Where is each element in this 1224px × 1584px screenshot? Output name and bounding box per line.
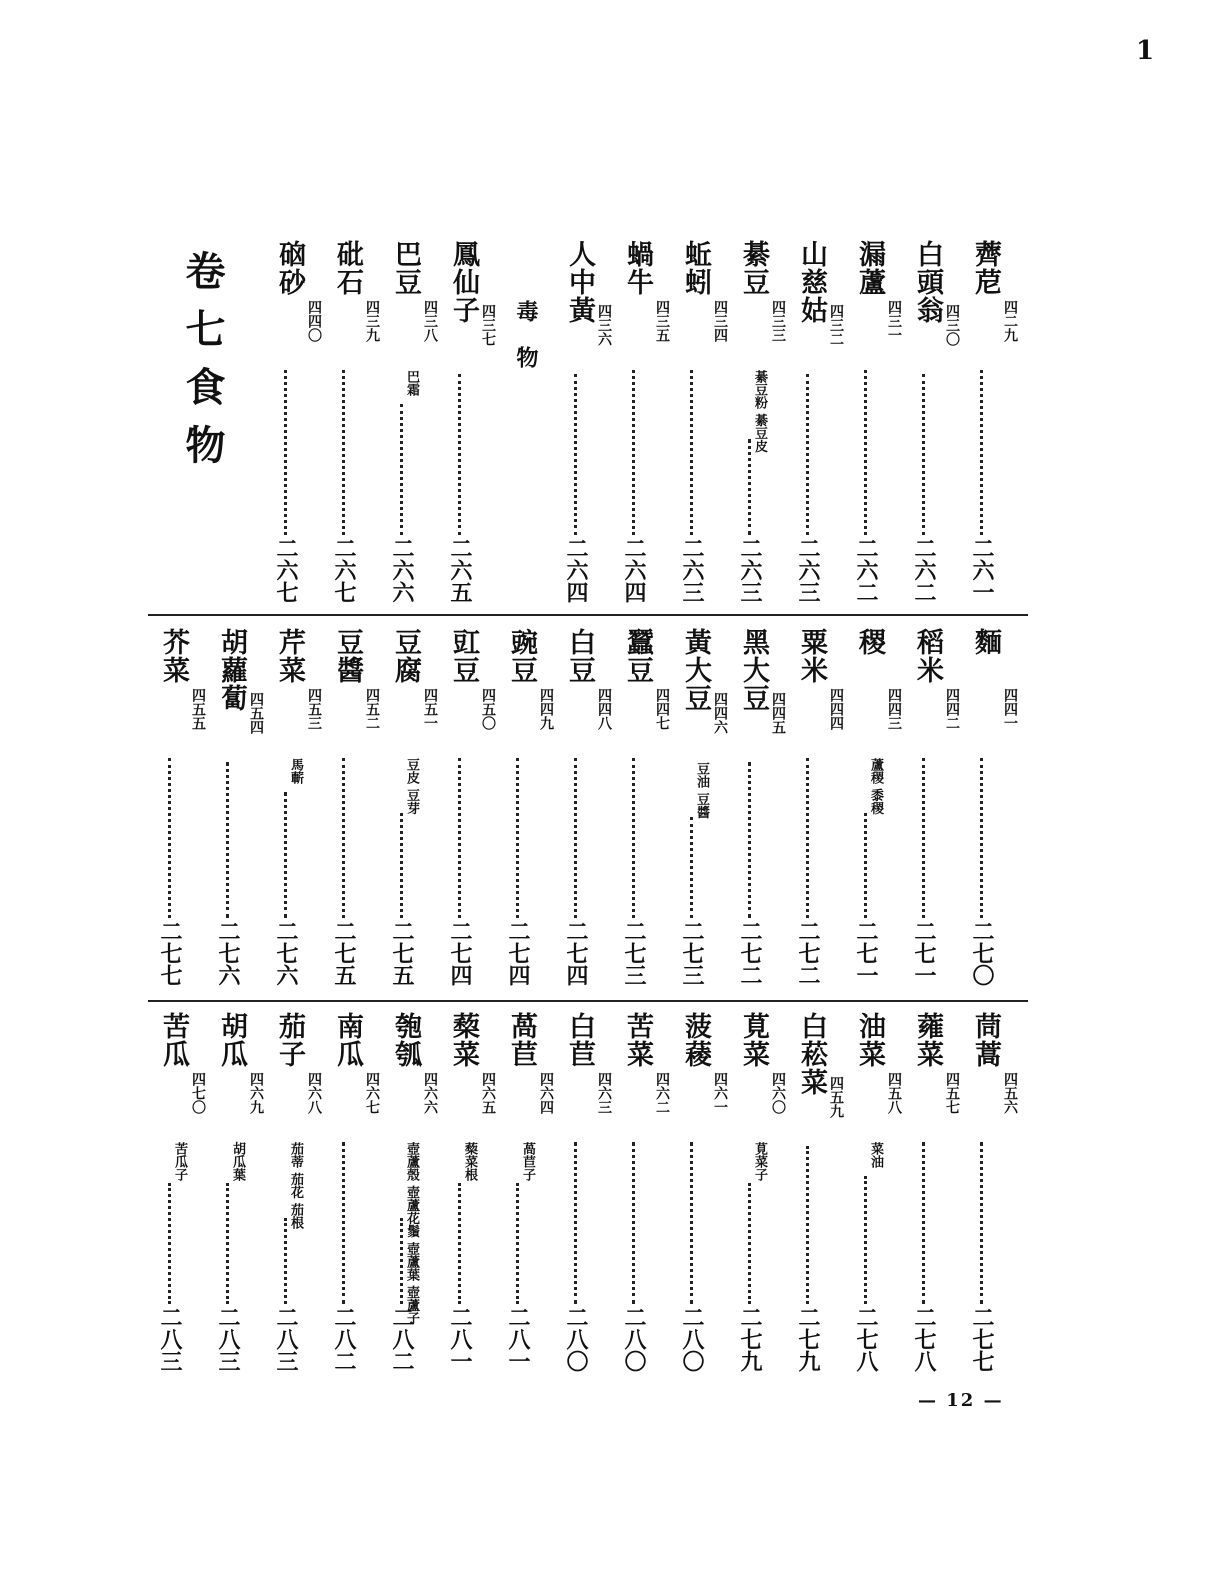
entry-name: 白豆 [564, 628, 595, 684]
index-entry [390, 1012, 442, 1374]
entry-note: 胡瓜葉 [230, 1142, 245, 1181]
entry-number: 四六〇 [770, 1072, 786, 1114]
entry-note: 壺蘆殼 壺蘆花鬚 壺蘆葉 壺蘆子 [404, 1142, 419, 1325]
entry-note: 茄蒂 茄花 茄根 [288, 1142, 303, 1230]
entry-page: 二八〇 [563, 1306, 589, 1372]
index-entry [622, 628, 674, 988]
leader-dots [806, 374, 813, 535]
entry-name: 茄子 [274, 1012, 305, 1068]
entry-number: 四三三 [770, 300, 786, 342]
entry-number: 四三九 [364, 300, 380, 342]
leader-dots [922, 1142, 929, 1304]
leader-dots [632, 758, 639, 918]
entry-page: 二七四 [563, 920, 589, 986]
entry-name: 胡瓜 [216, 1012, 247, 1068]
index-entry [506, 628, 558, 988]
entry-name: 胡蘿蔔 [216, 628, 247, 712]
index-entry [274, 240, 326, 605]
entry-number: 四四三 [886, 688, 902, 730]
leader-dots [864, 370, 871, 535]
entry-note: 綦豆粉 綦豆皮 [752, 370, 767, 453]
entry-name: 白菘菜 [796, 1012, 827, 1096]
leader-dots [574, 374, 581, 535]
entry-name: 苦瓜 [158, 1012, 189, 1068]
leader-dots [226, 1183, 233, 1304]
entry-name: 豆醬 [332, 628, 363, 684]
entry-page: 二六三 [679, 537, 705, 603]
entry-page: 二七九 [737, 1306, 763, 1372]
entry-page: 二六四 [563, 537, 589, 603]
section-heading [506, 240, 558, 605]
entry-number: 四三五 [654, 300, 670, 342]
entry-page: 二六七 [331, 537, 357, 603]
entry-name: 白苣 [564, 1012, 595, 1068]
entry-number: 四六四 [538, 1072, 554, 1114]
index-entry [448, 628, 500, 988]
index-entry [390, 628, 442, 988]
leader-dots [806, 758, 813, 918]
entry-name: 毒物 [513, 300, 539, 392]
entry-note: 莧菜子 [752, 1142, 767, 1181]
entry-name: 鳳仙子 [448, 240, 479, 324]
entry-number: 四五九 [828, 1076, 844, 1118]
entry-name: 菠薐 [680, 1012, 711, 1068]
index-entry [738, 628, 790, 988]
index-row-3 [140, 1012, 1040, 1374]
entry-page: 二七〇 [969, 920, 995, 986]
entry-page: 二七七 [157, 920, 183, 986]
leader-dots [748, 439, 755, 535]
index-entry [390, 240, 442, 605]
leader-dots [226, 762, 233, 918]
leader-dots [516, 758, 523, 918]
index-entry [158, 628, 210, 988]
leader-dots [168, 1183, 175, 1304]
index-entry [970, 628, 1022, 988]
entry-page: 二六六 [389, 537, 415, 603]
entry-number: 四五一 [422, 688, 438, 730]
index-entry [564, 628, 616, 988]
entry-page: 二六一 [969, 537, 995, 603]
entry-number: 四六七 [364, 1072, 380, 1114]
entry-name: 薺苨 [970, 240, 1001, 296]
entry-number: 四五三 [306, 688, 322, 730]
entry-number: 四五六 [1002, 1072, 1018, 1114]
leader-dots [342, 1142, 349, 1304]
index-entry [506, 1012, 558, 1374]
index-entry [622, 1012, 674, 1374]
entry-number: 四四八 [596, 688, 612, 730]
entry-number: 四四五 [770, 692, 786, 734]
leader-dots [922, 374, 929, 535]
entry-page: 二八三 [157, 1306, 183, 1372]
entry-name: 蝸牛 [622, 240, 653, 296]
index-entry [274, 628, 326, 988]
index-entry [448, 240, 500, 605]
entry-number: 四六九 [248, 1072, 264, 1114]
entry-page: 二七二 [795, 920, 821, 986]
entry-name: 砒石 [332, 240, 363, 296]
entry-name: 蔾菜 [448, 1012, 479, 1068]
entry-number: 四三六 [596, 304, 612, 346]
leader-dots [284, 1218, 291, 1304]
page-mark: 1 [1136, 36, 1155, 66]
leader-dots [458, 758, 465, 918]
leader-dots [980, 758, 987, 918]
leader-dots [458, 1183, 465, 1304]
index-entry [680, 240, 732, 605]
entry-number: 四二九 [1002, 300, 1018, 342]
entry-note: 豆皮 豆芽 [404, 758, 419, 815]
leader-dots [864, 813, 871, 918]
leader-dots [516, 1183, 523, 1304]
index-entry [680, 628, 732, 988]
entry-page: 二七四 [447, 920, 473, 986]
entry-note: 馬蘄 [288, 758, 303, 784]
index-entry [332, 240, 384, 605]
index-entry [738, 240, 790, 605]
leader-dots [342, 758, 349, 918]
index-entry [216, 628, 268, 988]
entry-name: 豇豆 [448, 628, 479, 684]
entry-number: 四三二 [828, 304, 844, 346]
entry-name: 漏蘆 [854, 240, 885, 296]
entry-number: 四七〇 [190, 1072, 206, 1114]
index-entry [912, 240, 964, 605]
entry-page: 二六七 [273, 537, 299, 603]
entry-page: 二八〇 [621, 1306, 647, 1372]
entry-name: 油菜 [854, 1012, 885, 1068]
entry-number: 四四一 [1002, 688, 1018, 730]
entry-number: 四六八 [306, 1072, 322, 1114]
entry-number: 四六一 [712, 1072, 728, 1114]
entry-number: 四五四 [248, 692, 264, 734]
index-entry [564, 1012, 616, 1374]
index-entry [854, 628, 906, 988]
divider-rule [148, 1000, 1028, 1002]
entry-name: 稻米 [912, 628, 943, 684]
leader-dots [980, 1142, 987, 1304]
entry-page: 二六二 [911, 537, 937, 603]
leader-dots [574, 1142, 581, 1304]
index-entry [274, 1012, 326, 1374]
leader-dots [400, 404, 407, 535]
leader-dots [168, 758, 175, 918]
index-entry [448, 1012, 500, 1374]
entry-page: 二六四 [621, 537, 647, 603]
entry-name: 南瓜 [332, 1012, 363, 1068]
index-entry [796, 240, 848, 605]
leader-dots [342, 370, 349, 535]
entry-page: 二七三 [621, 920, 647, 986]
entry-page: 二七八 [911, 1306, 937, 1372]
entry-number: 四六二 [654, 1072, 670, 1114]
entry-page: 二七二 [737, 920, 763, 986]
index-entry [332, 628, 384, 988]
entry-page: 二七九 [795, 1306, 821, 1372]
entry-name: 茼蒿 [970, 1012, 1001, 1068]
entry-name: 苦菜 [622, 1012, 653, 1068]
entry-page: 二七一 [853, 920, 879, 986]
entry-page: 二六五 [447, 537, 473, 603]
leader-dots [690, 1142, 697, 1304]
entry-name: 巴豆 [390, 240, 421, 296]
entry-name: 黃大豆 [680, 628, 711, 712]
entry-page: 二七五 [331, 920, 357, 986]
entry-number: 四六三 [596, 1072, 612, 1114]
entry-name: 蠶豆 [622, 628, 653, 684]
leader-dots [400, 1218, 407, 1304]
entry-number: 四三〇 [944, 304, 960, 346]
entry-page: 二八一 [505, 1306, 531, 1372]
entry-name: 豌豆 [506, 628, 537, 684]
entry-number: 四四七 [654, 688, 670, 730]
entry-page: 二七八 [853, 1306, 879, 1372]
leader-dots [400, 813, 407, 918]
entry-name: 黑大豆 [738, 628, 769, 712]
entry-number: 四三七 [480, 304, 496, 346]
entry-number: 四五七 [944, 1072, 960, 1114]
entry-note: 萵苣子 [520, 1142, 535, 1181]
entry-name: 莧菜 [738, 1012, 769, 1068]
index-entry [854, 240, 906, 605]
entry-name: 人中黃 [564, 240, 595, 324]
entry-name: 白頭翁 [912, 240, 943, 324]
entry-page: 二八三 [215, 1306, 241, 1372]
entry-number: 四五〇 [480, 688, 496, 730]
index-entry [622, 240, 674, 605]
entry-name: 粟米 [796, 628, 827, 684]
entry-page: 二七三 [679, 920, 705, 986]
entry-page: 二七五 [389, 920, 415, 986]
entry-number: 四五八 [886, 1072, 902, 1114]
entry-name: 芹菜 [274, 628, 305, 684]
entry-name: 豆腐 [390, 628, 421, 684]
entry-page: 二八〇 [679, 1306, 705, 1372]
entry-name: 稷 [854, 628, 885, 656]
entry-page: 二八二 [389, 1306, 415, 1372]
entry-number: 四三八 [422, 300, 438, 342]
entry-name: 蚯蚓 [680, 240, 711, 296]
index-entry [796, 628, 848, 988]
leader-dots [574, 758, 581, 918]
leader-dots [284, 792, 291, 918]
entry-name: 萵苣 [506, 1012, 537, 1068]
entry-number: 四六五 [480, 1072, 496, 1114]
leader-dots [806, 1146, 813, 1304]
index-entry [564, 240, 616, 605]
leader-dots [632, 1142, 639, 1304]
entry-page: 二七四 [505, 920, 531, 986]
entry-note: 苦瓜子 [172, 1142, 187, 1181]
index-entry [970, 1012, 1022, 1374]
entry-name: 匏瓠 [390, 1012, 421, 1068]
entry-note: 蔾菜根 [462, 1142, 477, 1181]
page-footer: — 12 — [918, 1390, 1004, 1411]
chapter-title: 卷七食物 [179, 250, 226, 482]
entry-number: 四三一 [886, 300, 902, 342]
entry-page: 二六三 [737, 537, 763, 603]
index-entry [796, 1012, 848, 1374]
index-entry [912, 628, 964, 988]
entry-page: 二八二 [331, 1306, 357, 1372]
leader-dots [748, 762, 755, 918]
entry-note: 蘆稷 黍稷 [868, 758, 883, 815]
entry-page: 二六二 [853, 537, 879, 603]
leader-dots [980, 370, 987, 535]
entry-number: 四三四 [712, 300, 728, 342]
index-entry [738, 1012, 790, 1374]
leader-dots [632, 370, 639, 535]
entry-number: 四四〇 [306, 300, 322, 342]
entry-name: 麵 [970, 628, 1001, 656]
entry-note: 巴霜 [404, 370, 419, 396]
index-entry [332, 1012, 384, 1374]
entry-number: 四五二 [364, 688, 380, 730]
index-entry [912, 1012, 964, 1374]
leader-dots [690, 817, 697, 918]
entry-number: 四四九 [538, 688, 554, 730]
entry-page: 二六三 [795, 537, 821, 603]
index-entry [216, 1012, 268, 1374]
index-row-2 [140, 628, 1040, 988]
entry-note: 豆油 豆醬 [694, 762, 709, 819]
entry-page: 二七六 [215, 920, 241, 986]
entry-name: 蕹菜 [912, 1012, 943, 1068]
entry-number: 四四二 [944, 688, 960, 730]
entry-page: 二七七 [969, 1306, 995, 1372]
entry-page: 二七六 [273, 920, 299, 986]
leader-dots [922, 758, 929, 918]
entry-page: 二七一 [911, 920, 937, 986]
entry-number: 四五五 [190, 688, 206, 730]
entry-page: 二八一 [447, 1306, 473, 1372]
leader-dots [864, 1176, 871, 1304]
entry-number: 四四四 [828, 688, 844, 730]
index-entry [158, 1012, 210, 1374]
leader-dots [690, 370, 697, 535]
index-entry [680, 1012, 732, 1374]
entry-page: 二八三 [273, 1306, 299, 1372]
leader-dots [748, 1183, 755, 1304]
entry-number: 四四六 [712, 692, 728, 734]
index-entry [970, 240, 1022, 605]
entry-name: 硇砂 [274, 240, 305, 296]
entry-name: 芥菜 [158, 628, 189, 684]
entry-note: 菜油 [868, 1142, 883, 1168]
entry-name: 綦豆 [738, 240, 769, 296]
leader-dots [284, 370, 291, 535]
entry-number: 四六六 [422, 1072, 438, 1114]
leader-dots [458, 374, 465, 535]
divider-rule [148, 614, 1028, 616]
index-entry [854, 1012, 906, 1374]
index-row-1 [140, 240, 1040, 605]
entry-name: 山慈姑 [796, 240, 827, 324]
